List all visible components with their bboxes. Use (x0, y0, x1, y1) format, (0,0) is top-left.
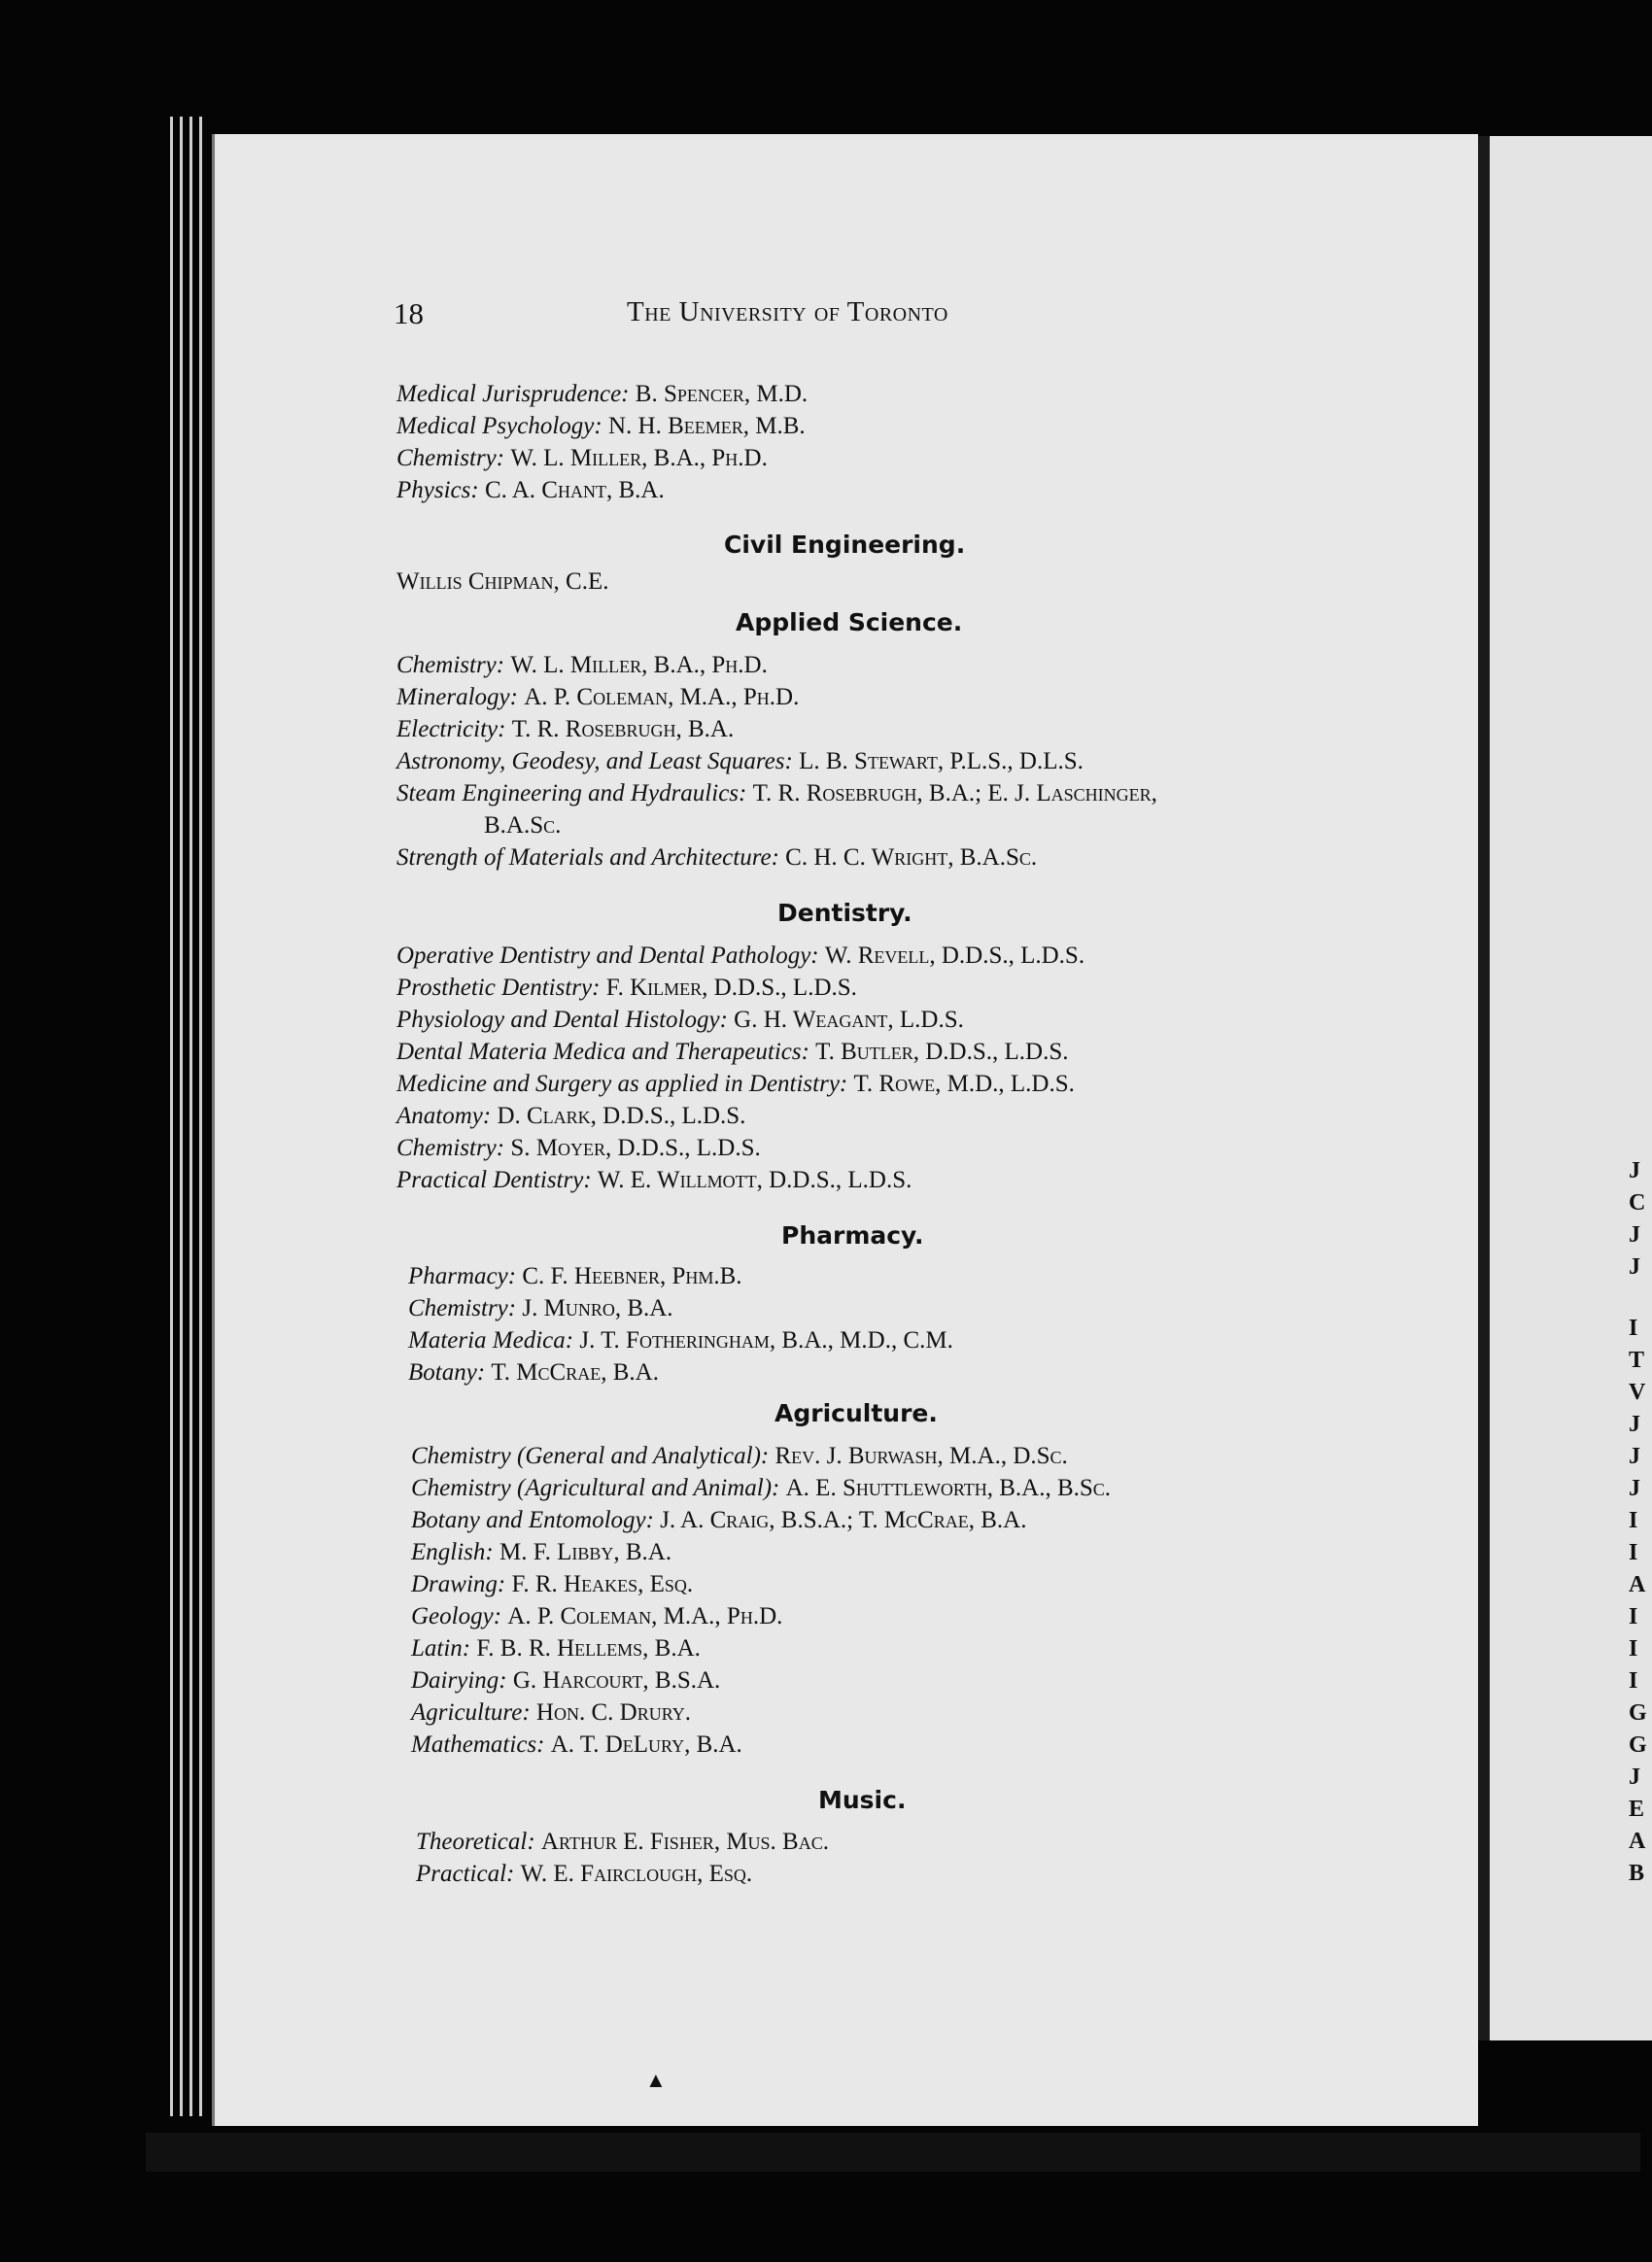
entry: Practical: W. E. Fairclough, Esq. (416, 1861, 753, 1887)
entry: English: M. F. Libby, B.A. (411, 1539, 672, 1565)
facing-page (1487, 136, 1652, 2040)
entry: Geology: A. P. Coleman, M.A., Ph.D. (411, 1603, 783, 1629)
facing-page-letter: J (1629, 1158, 1640, 1183)
entry: Steam Engineering and Hydraulics: T. R. Rosebrugh, B.A.; E. J. Laschinger, (396, 780, 1157, 806)
entry: Strength of Materials and Architecture: C. H. C. Wright, B.A.Sc. (396, 844, 1038, 871)
entry: Mineralogy: A. P. Coleman, M.A., Ph.D. (396, 684, 800, 710)
entry: Chemistry (Agricultural and Animal): A. E. Shuttleworth, B.A., B.Sc. (411, 1475, 1112, 1501)
page-edge (189, 117, 192, 2116)
entry: Materia Medica: J. T. Fotheringham, B.A., M.D., C.M. (408, 1327, 953, 1354)
facing-page-letter: J (1629, 1444, 1640, 1469)
facing-page-letter: T (1629, 1348, 1645, 1373)
entry: Chemistry: W. L. Miller, B.A., Ph.D. (396, 652, 768, 678)
entry: Chemistry: W. L. Miller, B.A., Ph.D. (396, 445, 768, 471)
entry: Pharmacy: C. F. Heebner, Phm.B. (408, 1263, 742, 1289)
entry: Chemistry: S. Moyer, D.D.S., L.D.S. (396, 1135, 761, 1161)
entry: Mathematics: A. T. DeLury, B.A. (411, 1731, 742, 1758)
entry: Medicine and Surgery as applied in Dentistry: T. Rowe, M.D., L.D.S. (396, 1071, 1075, 1097)
facing-page-letter: J (1629, 1476, 1640, 1501)
entry: Medical Jurisprudence: B. Spencer, M.D. (396, 381, 809, 407)
entry: Practical Dentistry: W. E. Willmott, D.D.S., L.D.S. (396, 1167, 912, 1193)
entry: Operative Dentistry and Dental Pathology: W. Revell, D.D.S., L.D.S. (396, 942, 1085, 969)
entry: Prosthetic Dentistry: F. Kilmer, D.D.S., L.D.S. (396, 975, 857, 1001)
entry: B.A.Sc. (484, 812, 562, 839)
facing-page-letter: G (1629, 1732, 1647, 1758)
facing-page-letter: I (1629, 1508, 1638, 1533)
entry: Electricity: T. R. Rosebrugh, B.A. (396, 716, 735, 742)
facing-page-letter: C (1629, 1190, 1646, 1216)
page-number: 18 (394, 296, 424, 330)
page-edge (170, 117, 173, 2116)
entry: Botany: T. McCrae, B.A. (408, 1359, 659, 1386)
ink-mark: ▲ (645, 2068, 667, 2092)
entry: Chemistry: J. Munro, B.A. (408, 1295, 673, 1321)
entry: Dairying: G. Harcourt, B.S.A. (411, 1667, 721, 1694)
facing-page-letter: I (1629, 1636, 1638, 1662)
facing-page-letter: A (1629, 1829, 1646, 1854)
entry: Physiology and Dental Histology: G. H. Weagant, L.D.S. (396, 1007, 964, 1033)
section-heading-applied: Applied Science. (736, 608, 963, 636)
facing-page-letter: A (1629, 1572, 1646, 1597)
entry: Dental Materia Medica and Therapeutics: T. Butler, D.D.S., L.D.S. (396, 1039, 1069, 1065)
entry: Latin: F. B. R. Hellems, B.A. (411, 1635, 701, 1662)
facing-page-letter: J (1629, 1254, 1640, 1280)
facing-page-letter: I (1629, 1604, 1638, 1629)
entry: Agriculture: Hon. C. Drury. (411, 1699, 691, 1726)
facing-page-letter: V (1629, 1380, 1646, 1405)
facing-page-letter: I (1629, 1668, 1638, 1694)
facing-page-letter: I (1629, 1540, 1638, 1565)
facing-page-letter: I (1629, 1316, 1638, 1341)
facing-page-letter: J (1629, 1412, 1640, 1437)
section-heading-pharmacy: Pharmacy. (781, 1221, 924, 1250)
entry: Astronomy, Geodesy, and Least Squares: L. B. Stewart, P.L.S., D.L.S. (396, 748, 1084, 774)
facing-page-letter: G (1629, 1700, 1647, 1726)
entry: Physics: C. A. Chant, B.A. (396, 477, 665, 503)
facing-page-letter: J (1629, 1765, 1640, 1790)
page-edge (180, 117, 183, 2116)
section-heading-agriculture: Agriculture. (774, 1399, 938, 1427)
bottom-shadow (146, 2133, 1640, 2172)
section-heading-dentistry: Dentistry. (777, 899, 912, 927)
running-head: The University of Toronto (627, 296, 948, 327)
entry: Chemistry (General and Analytical): Rev. J. Burwash, M.A., D.Sc. (411, 1443, 1068, 1469)
page-edge (199, 117, 202, 2116)
entry: Anatomy: D. Clark, D.D.S., L.D.S. (396, 1103, 746, 1129)
facing-page-letter: E (1629, 1797, 1645, 1822)
entry: Theoretical: Arthur E. Fisher, Mus. Bac. (416, 1829, 829, 1855)
section-heading-civil: Civil Engineering. (724, 531, 966, 559)
entry: Willis Chipman, C.E. (396, 568, 609, 595)
entry: Botany and Entomology: J. A. Craig, B.S.A.; T. McCrae, B.A. (411, 1507, 1027, 1533)
entry: Medical Psychology: N. H. Beemer, M.B. (396, 413, 806, 439)
facing-page-letter: B (1629, 1861, 1645, 1886)
section-heading-music: Music. (818, 1786, 907, 1814)
entry: Drawing: F. R. Heakes, Esq. (411, 1571, 694, 1597)
facing-page-letter: J (1629, 1222, 1640, 1248)
